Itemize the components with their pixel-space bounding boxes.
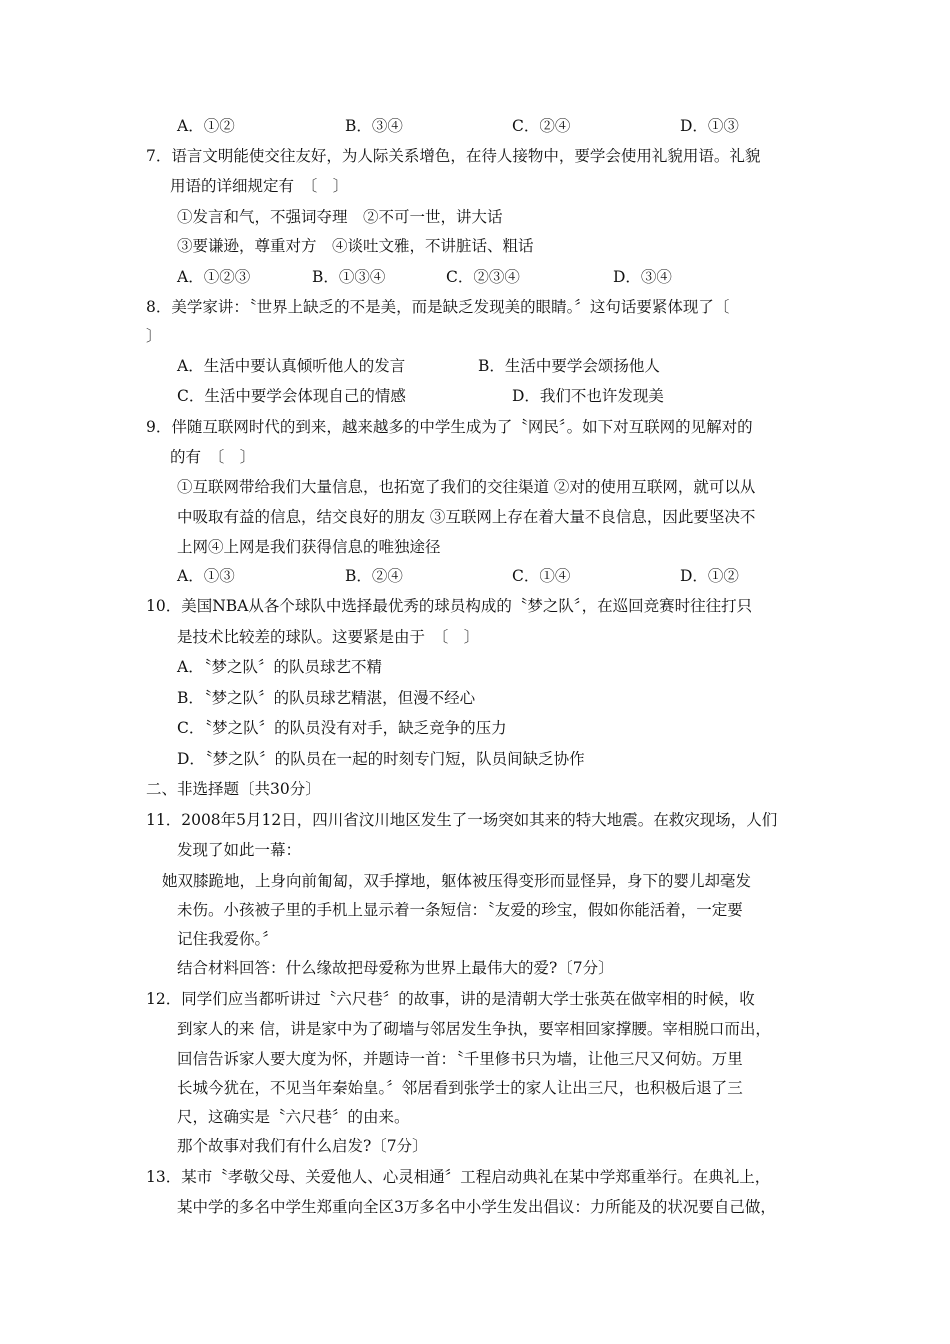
q12-body-line2: 回信告诉家人要大度为怀，并题诗一首：〝千里修书只为墙，让他三尺又何妨。万里: [177, 1050, 743, 1068]
q9-body-line1: ①互联网带给我们大量信息，也拓宽了我们的交往渠道 ②对的使用互联网，就可以从: [177, 478, 756, 496]
q7-stem-line2: 用语的详细规定有 〔 〕: [170, 177, 349, 195]
q9-body-line2: 中吸取有益的信息，结交良好的朋友 ③互联网上存在着大量不良信息，因此要坚决不: [177, 508, 756, 526]
q13-stem-line2: 某中学的多名中学生郑重向全区3万多名中小学生发出倡议：力所能及的状况要自己做，: [177, 1198, 776, 1216]
q9-option-d: D．①②: [680, 567, 739, 585]
q12-body-line1: 到家人的来 信，讲是家中为了砌墙与邻居发生争执，要宰相回家撑腰。宰相脱口而出，: [177, 1020, 771, 1038]
q6-option-d: D．①③: [680, 117, 739, 135]
q8-stem-line1: 8．美学家讲：〝世界上缺乏的不是美，而是缺乏发现美的眼睛。〞这句话要紧体现了〔: [146, 298, 730, 316]
q11-question: 结合材料回答：什么缘故把母爱称为世界上最伟大的爱?〔7分〕: [177, 959, 614, 977]
q7-option-b: B．①③④: [312, 268, 386, 286]
q7-items-line1: ①发言和气，不强词夺理 ②不可一世，讲大话: [177, 208, 503, 226]
q11-stem-line2: 发现了如此一幕：: [177, 841, 302, 859]
q9-option-b: B．②④: [345, 567, 403, 585]
q11-material-line3: 记住我爱你。〞: [177, 930, 278, 948]
q13-stem-line1: 13．某市〝孝敬父母、关爱他人、心灵相通〞工程启动典礼在某中学郑重举行。在典礼上，: [146, 1168, 771, 1186]
q7-option-c: C．②③④: [446, 268, 520, 286]
q7-option-a: A．①②③: [177, 268, 251, 286]
q9-body-line3: 上网④上网是我们获得信息的唯独途径: [177, 538, 441, 556]
q8-option-d: D．我们不也许发现美: [512, 387, 664, 405]
q8-option-c: C．生活中要学会体现自己的情感: [177, 387, 406, 405]
q12-body-line4: 尺，这确实是〝六尺巷〞的由来。: [177, 1108, 410, 1126]
q10-stem-line2: 是技术比较差的球队。这要紧是由于 〔 〕: [177, 628, 480, 646]
q10-option-c: C．〝梦之队〞的队员没有对手，缺乏竞争的压力: [177, 719, 507, 737]
q6-option-a: A．①②: [177, 117, 235, 135]
q12-stem-line1: 12．同学们应当都听讲过〝六尺巷〞的故事，讲的是清朝大学士张英在做宰相的时候，收: [146, 990, 755, 1008]
q7-option-d: D．③④: [613, 268, 672, 286]
q6-option-c: C．②④: [512, 117, 571, 135]
q7-items-line2: ③要谦逊，尊重对方 ④谈吐文雅，不讲脏话、粗话: [177, 237, 534, 255]
q9-stem-line2: 的有 〔 〕: [170, 448, 256, 466]
q9-option-a: A．①③: [177, 567, 235, 585]
q12-question: 那个故事对我们有什么启发?〔7分〕: [177, 1137, 428, 1155]
q6-option-b: B．③④: [345, 117, 403, 135]
q10-stem-line1: 10．美国NBA从各个球队中选择最优秀的球员构成的〝梦之队〞，在巡回竞赛时往往打只: [146, 597, 753, 615]
q8-option-b: B．生活中要学会颂扬他人: [478, 357, 660, 375]
q11-material-line2: 未伤。小孩被子里的手机上显示着一条短信：〝友爱的珍宝，假如你能活着，一定要: [177, 901, 743, 919]
q10-option-a: A．〝梦之队〞的队员球艺不精: [177, 658, 382, 676]
q10-option-b: B．〝梦之队〞的队员球艺精湛，但漫不经心: [177, 689, 476, 707]
q8-option-a: A．生活中要认真倾听他人的发言: [177, 357, 406, 375]
q8-stem-line2: 〕: [146, 327, 162, 345]
q7-stem-line1: 7．语言文明能使交往友好，为人际关系增色，在待人接物中，要学会使用礼貌用语。礼貌: [146, 147, 761, 165]
section-heading: 二、非选择题〔共30分〕: [146, 780, 321, 798]
q12-body-line3: 长城今犹在，不见当年秦始皇。〞邻居看到张学士的家人让出三尺，也积极后退了三: [177, 1079, 743, 1097]
q9-stem-line1: 9．伴随互联网时代的到来，越来越多的中学生成为了〝网民〞。如下对互联网的见解对的: [146, 418, 753, 436]
q9-option-c: C．①④: [512, 567, 571, 585]
q11-stem-line1: 11．2008年5月12日，四川省汶川地区发生了一场突如其来的特大地震。在救灾现场，人们: [146, 811, 778, 829]
q10-option-d: D．〝梦之队〞的队员在一起的时刻专门短，队员间缺乏协作: [177, 750, 585, 768]
q11-material-line1: 她双膝跪地，上身向前匍匐，双手撑地，躯体被压得变形而显怪异，身下的婴儿却毫发: [162, 872, 752, 890]
